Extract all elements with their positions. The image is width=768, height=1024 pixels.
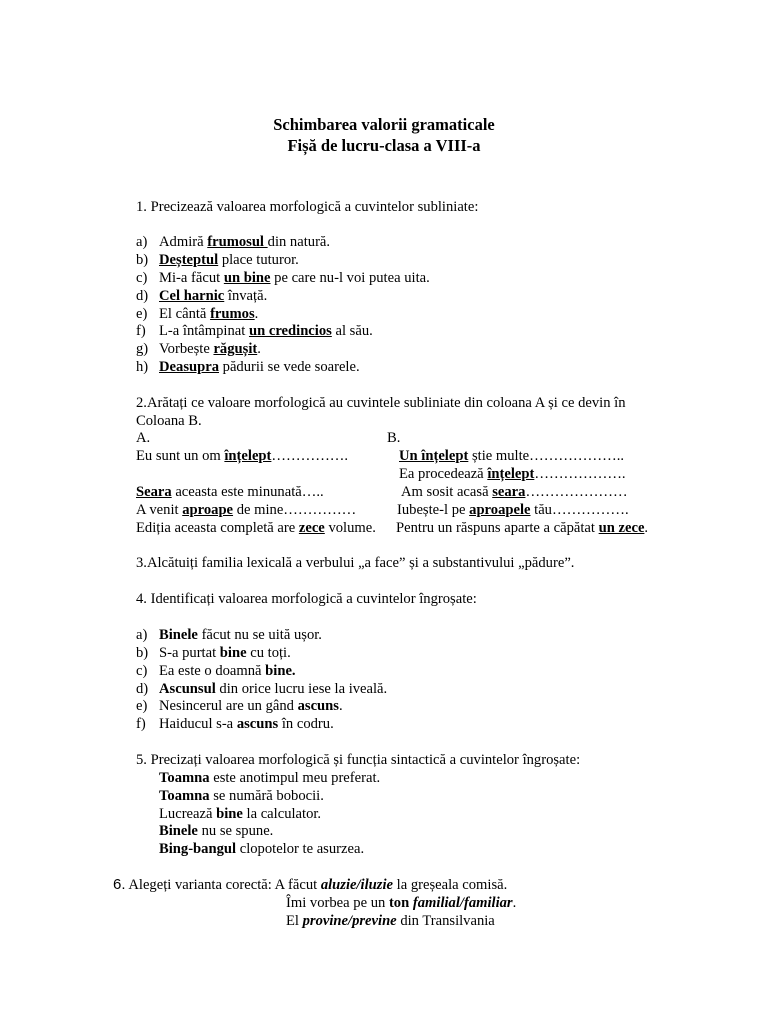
ex4-prompt: 4. Identificați valoarea morfologică a cuvintelor îngroșate: <box>136 591 477 607</box>
ex5-item-2: Toamna se numără bobocii. <box>159 788 324 804</box>
ex5-prompt: 5. Precizați valoarea morfologică și funcția sintactică a cuvintelor îngroșate: <box>136 752 581 768</box>
ex4-item-c: c) Ea este o doamnă bine. <box>136 663 296 679</box>
ex5-item-1: Toamna este anotimpul meu preferat. <box>159 770 381 786</box>
ex2-a-row-2: Seara aceasta este minunată….. <box>136 484 324 500</box>
ex4-item-a: a) Binele făcut nu se uită ușor. <box>136 627 322 643</box>
ex2-prompt-line2: Coloana B. <box>136 413 202 429</box>
ex2-a-row-3: A venit aproape de mine…………… <box>136 502 357 518</box>
ex4-item-b: b) S-a purtat bine cu toți. <box>136 645 291 661</box>
ex1-item-g: g) Vorbește răgușit. <box>136 341 261 357</box>
ex1-item-h: h) Deasupra pădurii se vede soarele. <box>136 359 360 375</box>
ex6-line-1: 6. Alegeți varianta corectă: A făcut aluzie/iluzie la greșeala comisă. <box>113 876 508 893</box>
ex2-b-row-1: Un înțelept știe multe……………….. <box>399 448 624 464</box>
ex4-item-e: e) Nesincerul are un gând ascuns. <box>136 698 343 714</box>
ex5-item-3: Lucrează bine la calculator. <box>159 806 322 822</box>
ex4-item-d: d) Ascunsul din orice lucru iese la iveală. <box>136 681 388 697</box>
ex5-item-4: Binele nu se spune. <box>159 823 274 839</box>
ex1-prompt: 1. Precizează valoarea morfologică a cuvintelor subliniate: <box>136 199 479 215</box>
ex2-a-row-4: Ediția aceasta completă are zece volume. <box>136 520 376 536</box>
ex2-b-row-5: Pentru un răspuns aparte a căpătat un zece. <box>396 520 649 536</box>
ex4-item-f: f) Haiducul s-a ascuns în codru. <box>136 716 334 732</box>
ex2-b-row-3: Am sosit acasă seara………………… <box>401 484 628 500</box>
worksheet-subtitle: Fișă de lucru-clasa a VIII-a <box>287 136 481 155</box>
ex2-column-b-header: B. <box>387 430 401 446</box>
ex2-b-row-4: Iubește-l pe aproapele tău……………. <box>397 502 629 518</box>
ex3-text: 3.Alcătuiți familia lexicală a verbului „a face” și a substantivului „pădure”. <box>136 555 575 571</box>
ex6-line-2: Îmi vorbea pe un ton familial/familiar. <box>286 895 517 911</box>
ex6-line-3: El provine/previne din Transilvania <box>286 913 495 929</box>
ex1-item-f: f) L-a întâmpinat un credincios al său. <box>136 323 373 339</box>
ex2-column-a-header: A. <box>136 430 151 446</box>
ex2-b-row-2: Ea procedează înțelept………………. <box>399 466 626 482</box>
ex1-item-a: a) Admiră frumosul din natură. <box>136 234 331 250</box>
ex1-item-b: b) Deșteptul place tuturor. <box>136 252 299 268</box>
ex2-a-row-1: Eu sunt un om înțelept……………. <box>136 448 349 464</box>
ex2-prompt-line1: 2.Arătați ce valoare morfologică au cuvintele subliniate din coloana A și ce devin în <box>136 395 626 411</box>
ex1-item-d: d) Cel harnic învață. <box>136 288 268 304</box>
ex1-item-e: e) El cântă frumos. <box>136 306 259 322</box>
ex5-item-5: Bing-bangul clopotelor te asurzea. <box>159 841 365 857</box>
ex1-item-c: c) Mi-a făcut un bine pe care nu-l voi putea uita. <box>136 270 430 286</box>
worksheet-title: Schimbarea valorii gramaticale <box>273 115 495 134</box>
